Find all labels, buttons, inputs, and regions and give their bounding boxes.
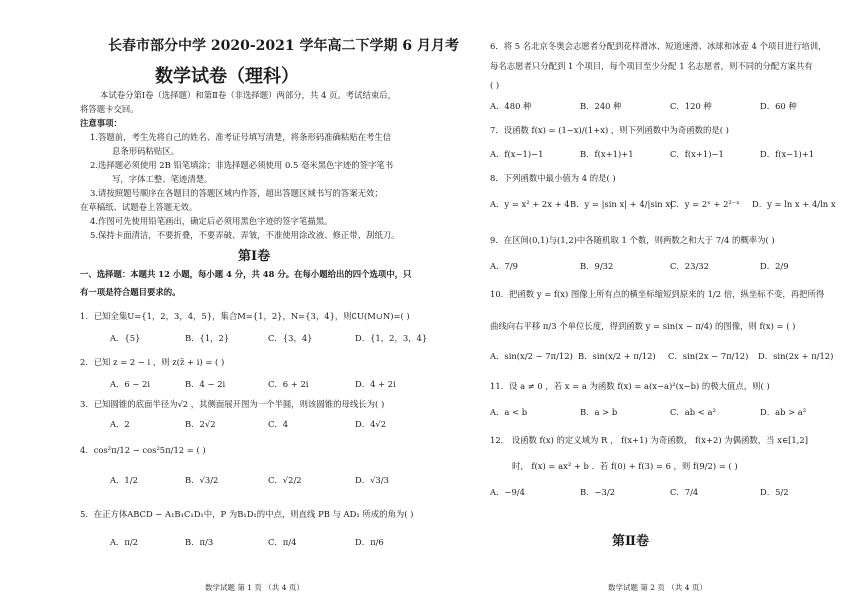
- option-q1-c: C．{3，4}: [268, 333, 313, 343]
- exam-subtitle: 数学试卷（理科）: [155, 66, 299, 87]
- option-q5-d: D．π/6: [355, 537, 384, 547]
- option-q7-d: D．f(x−1)+1: [760, 149, 815, 159]
- intro-line-1: 本试卷分第Ⅰ卷（选择题）和第Ⅱ卷（非选择题）两部分，共 4 页。考试结束后，: [100, 90, 397, 100]
- note-line: 5.保持卡面清洁，不要折叠，不要弄破、弄皱，不准使用涂改液、修正带、刮纸刀。: [90, 230, 400, 240]
- question-12-line-1: 12． 设函数 f(x) 的定义域为 R ， f(x+1) 为奇函数， f(x+2) 为偶函数，当 x∈[1,2]: [490, 435, 808, 445]
- option-q12-a: A．−9/4: [490, 487, 525, 497]
- note-line: 在草稿纸、试题卷上答题无效。: [80, 202, 198, 212]
- option-q8-c: C．y = 2ˣ + 2²⁻ˣ: [670, 199, 740, 209]
- note-line: 2.选择题必须使用 2B 铅笔填涂；非选择题必须使用 0.5 毫米黑色字迹的签字笔书: [90, 160, 394, 170]
- option-q7-a: A．f(x−1)−1: [490, 149, 544, 159]
- option-q4-b: B．√3/2: [185, 475, 219, 485]
- option-q11-a: A．a < b: [490, 407, 528, 417]
- option-q12-d: D．5/2: [760, 487, 789, 497]
- question-8: 8．下列函数中最小值为 4 的是( ): [490, 173, 616, 183]
- option-q3-b: B．2√2: [185, 419, 216, 429]
- option-q8-d: D．y = ln x + 4/ln x: [752, 199, 836, 209]
- section-2-title: 第Ⅱ卷: [612, 534, 649, 549]
- note-line: 3.请按照题号顺序在各题目的答题区域内作答，超出答题区域书写的答案无效；: [90, 188, 383, 198]
- option-q1-d: D．{1，2，3，4}: [355, 333, 428, 343]
- option-q8-b: B．y = |sin x| + 4/|sin x|: [570, 199, 673, 209]
- question-1: 1．已知全集U={1，2，3，4，5}，集合M={1，2}，N={3，4}，则∁U(M∪N)=( ): [80, 311, 410, 321]
- option-q2-c: C．6 + 2i: [268, 379, 309, 389]
- notice-label: 注意事项：: [80, 118, 122, 128]
- option-q11-d: D．ab > a²: [760, 407, 807, 417]
- option-q4-d: D．√3/3: [355, 475, 389, 485]
- option-q9-b: B．9/32: [580, 261, 614, 271]
- question-10-line-2: 曲线向右平移 π/3 个单位长度，得到函数 y = sin(x − π/4) 的图像，则 f(x) = ( ): [490, 321, 796, 331]
- exam-header-title: 长春市部分中学 2020-2021 学年高二下学期 6 月月考: [108, 38, 459, 54]
- option-q9-d: D．2/9: [760, 261, 789, 271]
- question-10-line-1: 10．把函数 y = f(x) 图像上所有点的横坐标缩短到原来的 1/2 倍，纵坐标不变，再把所得: [490, 289, 825, 299]
- option-q5-a: A．π/2: [110, 537, 139, 547]
- page-right: [430, 0, 860, 607]
- note-line: 写，字体工整、笔迹清楚。: [112, 174, 213, 184]
- question-7: 7．设函数 f(x) = (1−x)/(1+x) ，则下列函数中为奇函数的是( ): [490, 125, 729, 135]
- option-q9-c: C．23/32: [670, 261, 709, 271]
- question-11: 11．设 a ≠ 0 ，若 x = a 为函数 f(x) = a(x−a)²(x−b) 的极大值点，则( ): [490, 381, 770, 391]
- option-q6-d: D．60 种: [760, 101, 797, 111]
- option-q2-b: B．4 − 2i: [185, 379, 226, 389]
- option-q9-a: A．7/9: [490, 261, 518, 271]
- question-6-line-3: ( ): [490, 80, 500, 90]
- question-9: 9．在区间(0,1)与(1,2)中各随机取 1 个数，则两数之和大于 7/4 的概率为( ): [490, 235, 775, 245]
- option-q3-a: A．2: [110, 419, 130, 429]
- option-q1-a: A．{5}: [110, 333, 141, 343]
- note-line: 4.作图可先使用铅笔画出，确定后必须用黑色字迹的签字笔描黑。: [90, 216, 333, 226]
- option-q4-c: C．√2/2: [268, 475, 302, 485]
- option-q10-b: B．sin(x/2 + π/12): [578, 351, 656, 361]
- option-q1-b: B．{1，2}: [185, 333, 230, 343]
- option-q11-c: C．ab < a²: [670, 407, 716, 417]
- option-q6-c: C．120 种: [670, 101, 712, 111]
- note-line: 1.答题前，考生先将自己的姓名、准考证号填写清楚，将条形码准确粘贴在考生信: [90, 132, 392, 142]
- question-5: 5．在正方体ABCD − A₁B₁C₁D₁中，P 为B₁D₁的中点，则直线 PB 与 AD₁ 所成的角为( ): [80, 509, 414, 519]
- option-q8-a: A．y = x² + 2x + 4: [490, 199, 570, 209]
- question-12-line-2: 时， f(x) = ax² + b ．若 f(0) + f(3) = 6 ，则 f(9/2) = ( ): [512, 461, 738, 471]
- option-q6-b: B．240 种: [580, 101, 622, 111]
- option-q11-b: B．a > b: [580, 407, 618, 417]
- question-2: 2．已知 z = 2 − i ，则 z(z̄ + i) = ( ): [80, 357, 225, 367]
- page-footer-left: 数学试题 第 1 页 （共 4 页）: [205, 583, 304, 592]
- option-q2-d: D．4 + 2i: [355, 379, 396, 389]
- option-q12-b: B．−3/2: [580, 487, 616, 497]
- option-q2-a: A．6 − 2i: [110, 379, 151, 389]
- option-q4-a: A．1/2: [110, 475, 138, 485]
- question-6-line-1: 6．将 5 名北京冬奥会志愿者分配到花样滑冰、短道速滑、冰球和冰壶 4 个项目进行培训，: [490, 41, 827, 51]
- note-line: 息条形码粘贴区。: [112, 146, 179, 156]
- question-3: 3．已知圆锥的底面半径为√2 ，其侧面展开图为一个半圆，则该圆锥的母线长为( ): [80, 399, 385, 409]
- option-q10-c: C．sin(2x − 7π/12): [668, 351, 749, 361]
- option-q12-c: C．7/4: [670, 487, 699, 497]
- option-q3-d: D．4√2: [355, 419, 387, 429]
- option-q3-c: C．4: [268, 419, 289, 429]
- option-q5-b: B．π/3: [185, 537, 214, 547]
- option-q10-a: A．sin(x/2 − 7π/12): [490, 351, 573, 361]
- option-q6-a: A．480 种: [490, 101, 532, 111]
- option-q7-c: C．f(x+1)−1: [670, 149, 724, 159]
- choice-intro-2: 有一项是符合题目要求的。: [80, 287, 181, 297]
- question-6-line-2: 每名志愿者只分配到 1 个项目，每个项目至少分配 1 名志愿者，则不同的分配方案共有: [490, 61, 813, 71]
- option-q10-d: D．sin(2x + π/12): [758, 351, 834, 361]
- page-footer-right: 数学试题 第 2 页 （共 4 页）: [608, 583, 707, 592]
- question-4: 4．cos²π/12 − cos²5π/12 = ( ): [80, 445, 206, 455]
- intro-line-2: 将答题卡交回。: [80, 104, 139, 114]
- option-q7-b: B．f(x+1)+1: [580, 149, 634, 159]
- section-1-title: 第Ⅰ卷: [238, 249, 271, 264]
- option-q5-c: C．π/4: [268, 537, 297, 547]
- choice-intro-1: 一、选择题：本题共 12 小题，每小题 4 分，共 48 分。在每小题给出的四个选项中，只: [80, 269, 412, 279]
